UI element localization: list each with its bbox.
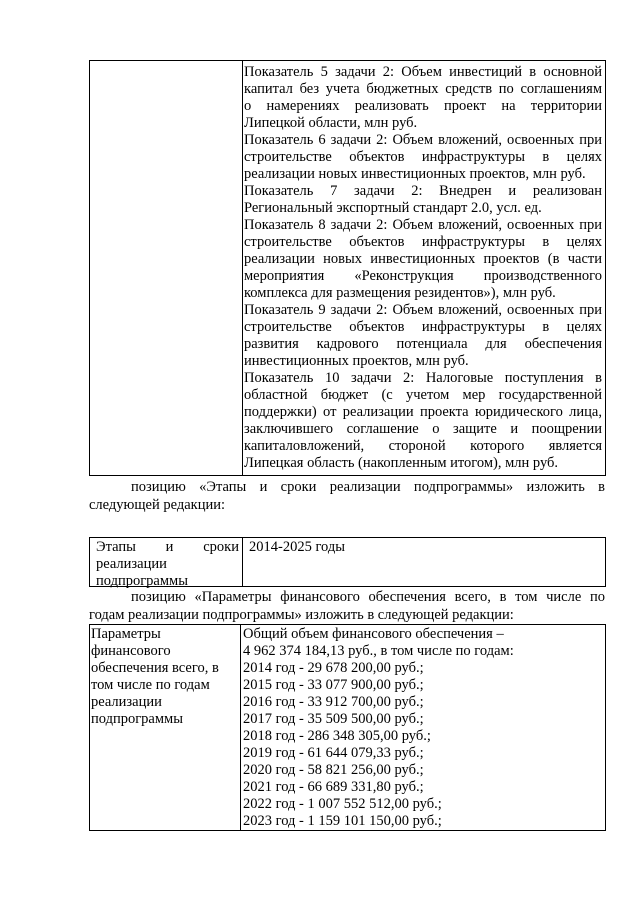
indicator-line: Показатель 6 задачи 2: Объем вложений, освоенных при	[244, 132, 602, 148]
indicator-line: о намерениях реализовать проект на территории	[244, 98, 602, 114]
stages-value: 2014-2025 годы	[249, 539, 345, 555]
column-divider	[240, 625, 241, 830]
indicator-line: Липецкой области, млн руб.	[244, 115, 418, 131]
financing-value-line: 2022 год - 1 007 552 512,00 руб.;	[243, 796, 442, 812]
stages-label: реализации	[96, 556, 167, 572]
indicator-line: Показатель 8 задачи 2: Объем вложений, освоенных при	[244, 217, 602, 233]
indicator-line: мероприятия «Реконструкция производственного	[244, 268, 602, 284]
financing-value-line: 2021 год - 66 689 331,80 руб.;	[243, 779, 424, 795]
financing-value-line: 2017 год - 35 509 500,00 руб.;	[243, 711, 424, 727]
stages-label: подпрограммы	[96, 573, 188, 589]
indicator-line: инвестиционных проектов, млн руб.	[244, 353, 469, 369]
financing-value-line: 2016 год - 33 912 700,00 руб.;	[243, 694, 424, 710]
instruction-paragraph-stages	[89, 478, 605, 514]
paragraph-line: позицию «Параметры финансового обеспечения всего, в том числе по	[131, 589, 605, 605]
stages-label: Этапы и сроки	[96, 539, 239, 555]
financing-value-line: Общий объем финансового обеспечения –	[243, 626, 504, 642]
financing-value-line: 2018 год - 286 348 305,00 руб.;	[243, 728, 431, 744]
indicator-line: реализации новых инвестиционных проектов (в части	[244, 251, 602, 267]
financing-value-line: 2019 год - 61 644 079,33 руб.;	[243, 745, 424, 761]
indicator-line: реализации новых инвестиционных проектов, млн руб.	[244, 166, 586, 182]
indicator-line: заключившего соглашение о защите и поощрении	[244, 421, 602, 437]
financing-label: реализации	[91, 694, 162, 710]
column-divider	[242, 61, 243, 475]
stages-value-cell	[249, 539, 599, 556]
indicator-line: Показатель 5 задачи 2: Объем инвестиций в основной	[244, 64, 602, 80]
financing-value-line: 2014 год - 29 678 200,00 руб.;	[243, 660, 424, 676]
indicator-line: строительстве объектов инфраструктуры в целях	[244, 234, 602, 250]
stages-label-cell	[96, 539, 239, 590]
financing-label: обеспечения всего, в	[91, 660, 219, 676]
financing-table	[89, 624, 606, 831]
paragraph-line: годам реализации подпрограммы» изложить в следующей редакции:	[89, 607, 514, 623]
indicator-line: областной бюджет (с учетом мер государственной	[244, 387, 602, 403]
column-divider	[242, 538, 243, 586]
indicator-line: капиталовложений, стороной которого является	[244, 438, 602, 454]
stages-table	[89, 537, 606, 587]
financing-label: подпрограммы	[91, 711, 183, 727]
indicator-line: Региональный экспортный стандарт 2.0, усл. ед.	[244, 200, 542, 216]
indicator-line: комплекса для размещения резидентов»), млн руб.	[244, 285, 556, 301]
financing-value-line: 2023 год - 1 159 101 150,00 руб.;	[243, 813, 442, 829]
financing-values-cell	[243, 626, 603, 830]
paragraph-line: следующей редакции:	[89, 497, 226, 513]
indicator-line: Показатель 7 задачи 2: Внедрен и реализован	[244, 183, 602, 199]
indicators-cell	[244, 64, 602, 472]
financing-label: Параметры	[91, 626, 161, 642]
indicator-line: Показатель 9 задачи 2: Объем вложений, освоенных при	[244, 302, 602, 318]
financing-label-cell	[91, 626, 237, 728]
paragraph-line: позицию «Этапы и сроки реализации подпрограммы» изложить в	[131, 479, 605, 495]
financing-label: финансового	[91, 643, 171, 659]
indicator-line: строительстве объектов инфраструктуры в целях	[244, 319, 602, 335]
indicator-line: поддержки) от реализации проекта юридического лица,	[244, 404, 602, 420]
indicator-line: Липецкая область (накопленным итогом), млн руб.	[244, 455, 559, 471]
financing-value-line: 2020 год - 58 821 256,00 руб.;	[243, 762, 424, 778]
indicators-table	[89, 60, 606, 476]
financing-value-line: 2015 год - 33 077 900,00 руб.;	[243, 677, 424, 693]
financing-label: том числе по годам	[91, 677, 210, 693]
indicator-line: развития кадрового потенциала для обеспечения	[244, 336, 602, 352]
indicator-line: Показатель 10 задачи 2: Налоговые поступления в	[244, 370, 602, 386]
instruction-paragraph-finance	[89, 588, 605, 624]
indicator-line: строительстве объектов инфраструктуры в целях	[244, 149, 602, 165]
indicator-line: капитал без учета бюджетных средств по соглашениям	[244, 81, 602, 97]
financing-value-line: 4 962 374 184,13 руб., в том числе по годам:	[243, 643, 514, 659]
